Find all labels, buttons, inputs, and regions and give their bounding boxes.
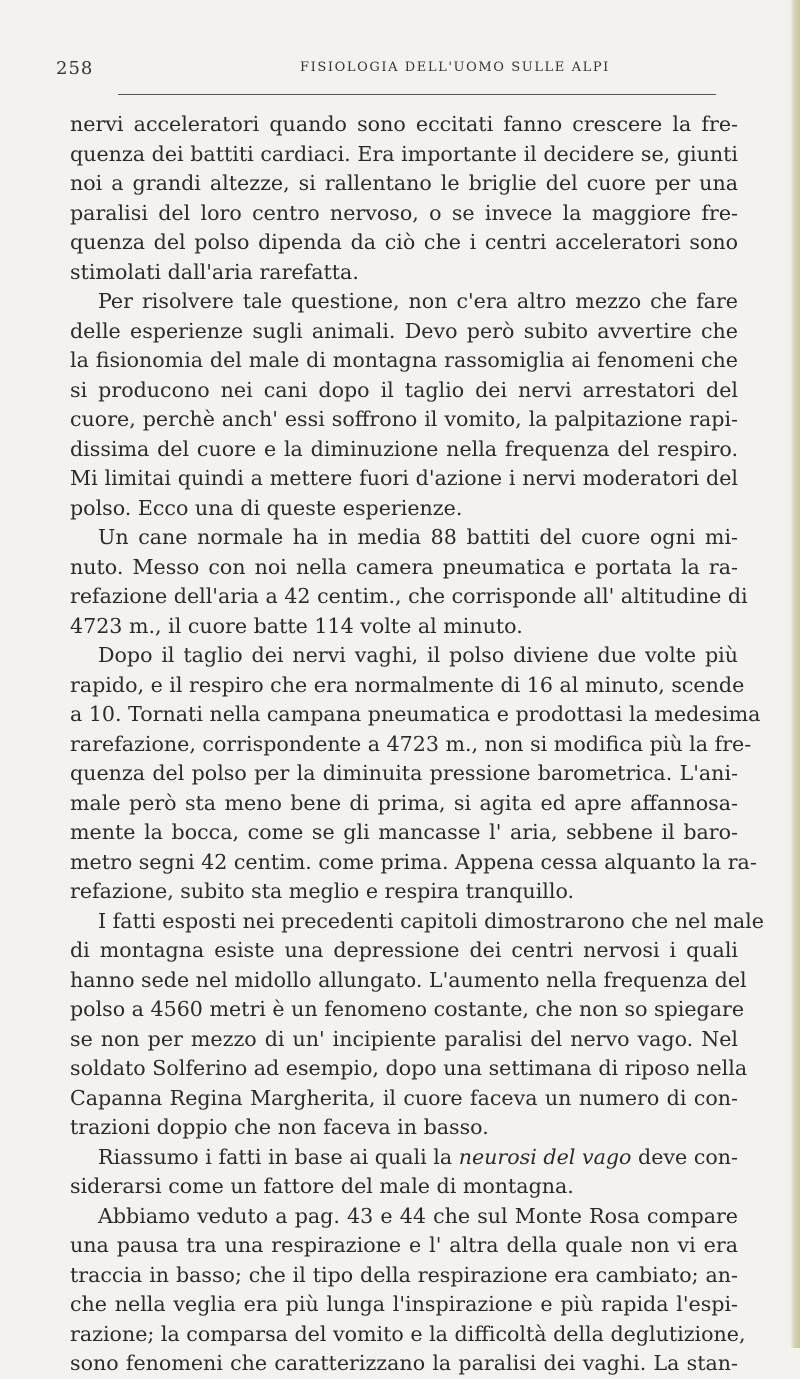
running-head: FISIOLOGIA DELL'UOMO SULLE ALPI	[300, 60, 610, 75]
text-line: Dopo il taglio dei nervi vaghi, il polso diviene due volte più	[98, 643, 738, 667]
text-line: la fisionomia del male di montagna rassomiglia ai fenomeni che	[70, 348, 738, 372]
page-edge	[790, 0, 800, 1348]
text-line: trazioni doppio che non faceva in basso.	[70, 1115, 489, 1139]
text-line: I fatti esposti nei precedenti capitoli dimostrarono che nel male	[98, 908, 764, 933]
text-line: se non per mezzo di un' incipiente paralisi del nervo vago. Nel	[70, 1026, 738, 1051]
page-header	[0, 58, 800, 80]
text-line: stimolati dall'aria rarefatta.	[70, 259, 359, 284]
text-line: quenza dei battiti cardiaci. Era importante il decidere se, giunti	[70, 141, 738, 166]
text-line: Capanna Regina Margherita, il cuore faceva un numero di con-	[70, 1085, 738, 1110]
text-line: rapido, e il respiro che era normalmente di 16 al minuto, scende	[70, 672, 745, 697]
text-line: noi a grandi altezze, si rallentano le briglie del cuore per una	[70, 171, 738, 195]
text-line: delle esperienze sugli animali. Devo però subito avvertire che	[70, 318, 738, 343]
text-line: rarefazione, corrispondente a 4723 m., non si modifica più la fre-	[70, 731, 752, 756]
text-line: male però sta meno bene di prima, si agita ed apre affannosa-	[70, 790, 738, 815]
text-line: siderarsi come un fattore del male di montagna.	[70, 1174, 574, 1198]
text-line: metro segni 42 centim. come prima. Appena cessa alquanto la ra-	[70, 849, 757, 874]
text-line: mente la bocca, come se gli mancasse l' aria, sebbene il baro-	[70, 820, 738, 844]
italic-term: neurosi del vago	[458, 1144, 632, 1169]
text-line: paralisi del loro centro nervoso, o se invece la maggiore fre-	[70, 200, 738, 225]
text-line: refazione dell'aria a 42 centim., che corrisponde all' altitudine di	[70, 584, 748, 608]
text-line-mixed	[70, 1143, 738, 1173]
text-line: cuore, perchè anch' essi soffrono il vomito, la palpitazione rapi-	[70, 407, 738, 431]
text-line: razione; la comparsa del vomito e la difficoltà della deglutizione,	[70, 1321, 746, 1346]
text-line: si producono nei cani dopo il taglio dei nervi arrestatori del	[70, 377, 738, 402]
text-line: di montagna esiste una depressione dei centri nervosi i quali	[70, 938, 738, 962]
text-line: Mi limitai quindi a mettere fuori d'azione i nervi moderatori del	[70, 466, 738, 490]
header-rule	[118, 94, 716, 95]
text-line: una pausa tra una respirazione e l' altra della quale non vi era	[70, 1233, 738, 1257]
text-line: Un cane normale ha in media 88 battiti del cuore ogni mi-	[98, 525, 738, 549]
text-segment: deve con-	[631, 1144, 738, 1169]
text-line: a 10. Tornati nella campana pneumatica e prodottasi la medesima	[70, 702, 761, 726]
text-line: hanno sede nel midollo allungato. L'aumento nella frequenza del	[70, 967, 747, 992]
text-line: nuto. Messo con noi nella camera pneumatica e portata la ra-	[70, 554, 738, 579]
text-line: che nella veglia era più lunga l'inspirazione e più rapida l'espi-	[70, 1292, 738, 1316]
text-line: Per risolvere tale questione, non c'era altro mezzo che fare	[98, 289, 738, 313]
body-text	[70, 110, 764, 1379]
text-line: soldato Solferino ad esempio, dopo una settimana di riposo nella	[70, 1056, 748, 1080]
text-line: sono fenomeni che caratterizzano la paralisi dei vaghi. La stan-	[70, 1351, 738, 1375]
text-line: 4723 m., il cuore batte 114 volte al minuto.	[70, 613, 523, 638]
text-line: traccia in basso; che il tipo della respirazione era cambiato; an-	[70, 1262, 738, 1287]
text-line: Abbiamo veduto a pag. 43 e 44 che sul Monte Rosa compare	[98, 1203, 738, 1228]
text-line: nervi acceleratori quando sono eccitati fanno crescere la fre-	[70, 112, 738, 136]
text-line: quenza del polso dipenda da ciò che i centri acceleratori sono	[70, 230, 738, 254]
text-line: quenza del polso per la diminuita pressione barometrica. L'ani-	[70, 761, 738, 785]
text-line: polso a 4560 metri è un fenomeno costante, che non so spiegare	[70, 997, 745, 1021]
text-segment: Riassumo i fatti in base ai quali la	[98, 1144, 459, 1169]
page-number: 258	[56, 58, 94, 79]
text-line: dissima del cuore e la diminuzione nella frequenza del respiro.	[70, 436, 738, 461]
text-line: polso. Ecco una di queste esperienze.	[70, 495, 463, 520]
text-line: refazione, subito sta meglio e respira tranquillo.	[70, 879, 575, 903]
